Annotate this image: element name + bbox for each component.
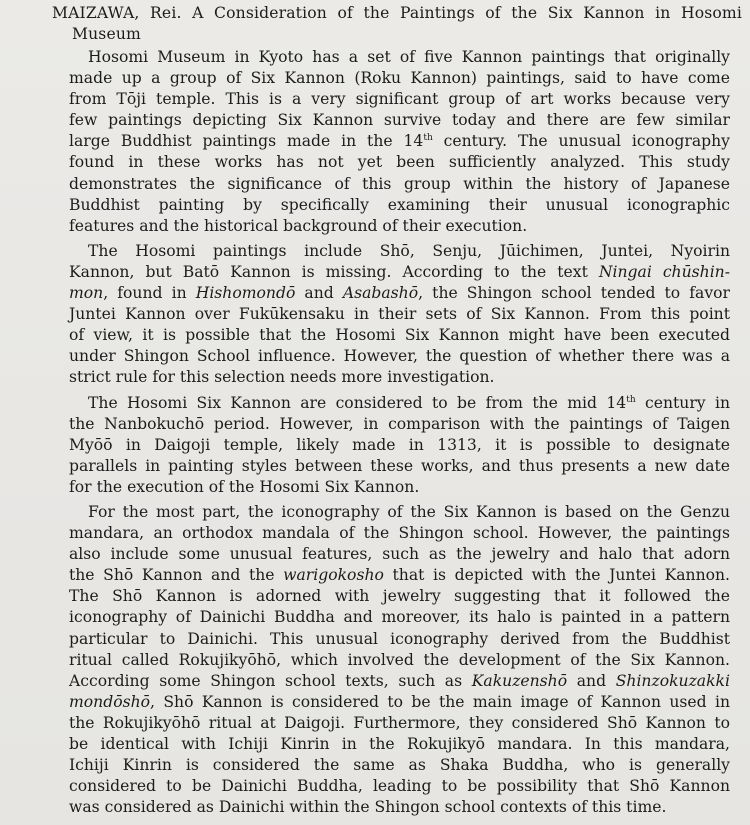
text-line: The Shō Kannon is adorned with jewelry suggesting that it followed the: [69, 587, 730, 606]
text-line: Juntei Kannon over Fukūkensaku in their sets of Six Kannon. From this point: [69, 305, 730, 324]
text-line: particular to Dainichi. This unusual iconography derived from the Buddhist: [69, 629, 730, 648]
text-line: strict rule for this selection needs more investigation.: [69, 368, 495, 387]
text-line: under Shingon School influence. However, the question of whether there was a: [69, 347, 730, 366]
text-line: few paintings depicting Six Kannon survive today and there are few similar: [69, 111, 730, 130]
text-line: for the execution of the Hosomi Six Kannon.: [69, 477, 420, 496]
text-line: found in these works has not yet been sufficiently analyzed. This study: [69, 153, 730, 172]
article-title: [52, 3, 742, 45]
text-line: Ichiji Kinrin is considered the same as Shaka Buddha, who is generally: [69, 756, 730, 775]
text-line: the Nanbokuchō period. However, in comparison with the paintings of Taigen: [69, 414, 730, 433]
paragraph: [69, 241, 730, 389]
text-line: The Hosomi Six Kannon are considered to be from the mid 14th century in: [88, 393, 730, 412]
text-line: be identical with Ichiji Kinrin in the Rokujikyō mandara. In this mandara,: [69, 735, 730, 753]
text-line: from Tōji temple. This is a very significant group of art works because very: [69, 90, 730, 109]
text-line: demonstrates the significance of this group within the history of Japanese: [69, 174, 730, 193]
text-line: was considered as Dainichi within the Shingon school contexts of this time.: [69, 798, 667, 817]
text-line: large Buddhist paintings made in the 14th century. The unusual iconography: [69, 132, 730, 151]
text-line: mon, found in Hishomondō and Asabashō, the Shingon school tended to favor: [69, 284, 730, 303]
title-line-2: Museum: [72, 25, 141, 44]
abstract-body: [69, 47, 730, 822]
text-line: mandara, an orthodox mandala of the Shingon school. However, the paintings: [69, 524, 730, 543]
text-line: also include some unusual features, such as the jewelry and halo that adorn: [69, 545, 730, 564]
text-line: The Hosomi paintings include Shō, Senju, Jūichimen, Juntei, Nyoirin: [88, 241, 730, 260]
text-line: For the most part, the iconography of the Six Kannon is based on the Genzu: [88, 502, 730, 521]
text-line: parallels in painting styles between these works, and thus presents a new date: [69, 456, 730, 475]
text-line: According some Shingon school texts, such as Kakuzenshō and Shinzokuzakki: [69, 671, 730, 690]
text-line: considered to be Dainichi Buddha, leading to be possibility that Shō Kannon: [69, 777, 730, 796]
title-line-1: MAIZAWA, Rei. A Consideration of the Paintings of the Six Kannon in Hosomi: [52, 4, 742, 22]
text-line: features and the historical background of their execution.: [69, 216, 528, 235]
text-line: Buddhist painting by specifically examining their unusual iconographic: [69, 195, 730, 214]
text-line: Hosomi Museum in Kyoto has a set of five Kannon paintings that originally: [88, 48, 730, 66]
text-line: iconography of Dainichi Buddha and moreover, its halo is painted in a pattern: [69, 608, 730, 627]
text-line: the Shō Kannon and the warigokosho that is depicted with the Juntei Kannon.: [69, 566, 731, 585]
paragraph: [69, 502, 730, 818]
text-line: the Rokujikyōhō ritual at Daigoji. Furthermore, they considered Shō Kannon to: [69, 713, 730, 732]
text-line: ritual called Rokujikyōhō, which involved the development of the Six Kannon.: [69, 650, 730, 669]
paragraph: [69, 47, 730, 237]
text-line: mondōshō, Shō Kannon is considered to be the main image of Kannon used in: [69, 692, 730, 711]
text-line: of view, it is possible that the Hosomi Six Kannon might have been executed: [69, 326, 730, 345]
text-line: Kannon, but Batō Kannon is missing. According to the text Ningai chūshin-: [69, 262, 730, 281]
text-line: Myōō in Daigoji temple, likely made in 1313, it is possible to designate: [69, 435, 730, 454]
text-line: made up a group of Six Kannon (Roku Kannon) paintings, said to have come: [69, 69, 730, 88]
paragraph: [69, 393, 730, 498]
